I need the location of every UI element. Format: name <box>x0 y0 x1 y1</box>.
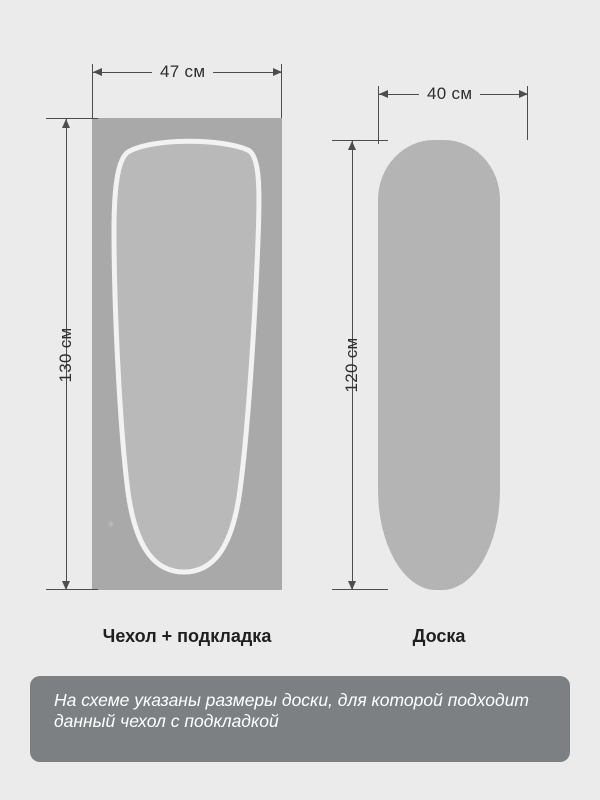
board-width-label: 40 см <box>419 84 480 104</box>
cover-height-tick-top <box>46 118 98 119</box>
cover-caption: Чехол + подкладка <box>102 626 272 646</box>
board-width-arrow-right <box>519 90 528 98</box>
cover-height-arrow-top <box>62 119 70 128</box>
board-caption: Доска <box>412 626 466 646</box>
board-height-arrow-bottom <box>348 581 356 590</box>
note-banner <box>30 676 570 762</box>
board-height-tick-top <box>332 140 388 141</box>
board-shape <box>378 140 500 590</box>
note-text: На схеме указаны размеры доски, для которой подходит данный чехол с подкладкой <box>54 690 530 731</box>
board-width-arrow-left <box>379 90 388 98</box>
cover-width-arrow-left <box>93 68 102 76</box>
cover-illustration <box>92 118 282 590</box>
board-height-tick-bottom <box>332 589 388 590</box>
cover-board-outline <box>108 130 266 578</box>
cover-width-arrow-right <box>273 68 282 76</box>
cover-height-label: 130 см <box>56 327 75 383</box>
cover-height-arrow-bottom <box>62 581 70 590</box>
board-illustration <box>378 140 500 590</box>
board-height-label: 120 см <box>342 337 361 393</box>
cover-height-tick-bottom <box>46 589 98 590</box>
cover-width-label: 47 см <box>152 62 213 82</box>
board-height-arrow-top <box>348 141 356 150</box>
